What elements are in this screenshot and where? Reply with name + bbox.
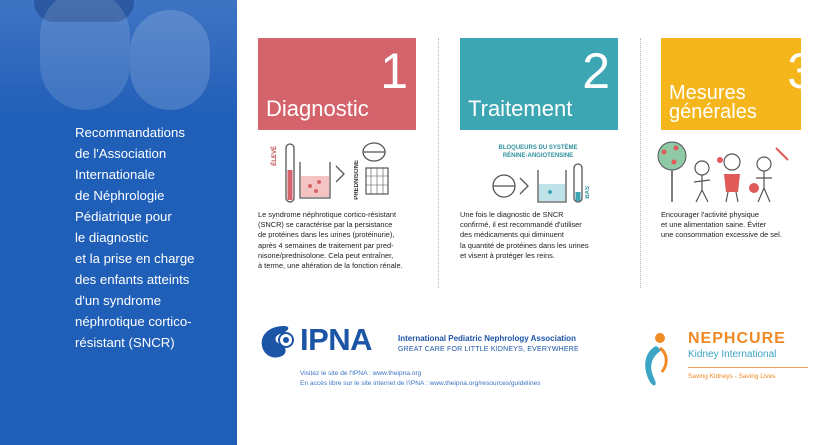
intro-line: le diagnostic	[75, 230, 149, 245]
ipna-name: IPNA	[300, 322, 373, 357]
diagnostic-icons	[272, 140, 392, 206]
description-line: des médicaments qui diminuent	[460, 230, 564, 240]
card-number: 1	[380, 43, 408, 99]
lifestyle-icons	[654, 138, 788, 206]
treatment-illustration	[478, 140, 598, 206]
description-line: après 4 semaines de traitement par pred-	[258, 240, 394, 250]
photo-shape	[40, 0, 130, 110]
intro-line: Internationale	[75, 167, 155, 182]
intro-text	[75, 122, 235, 353]
description-line: nisone/prednisolone. Cela peut entraîner,	[258, 250, 394, 260]
card-number: 2	[582, 43, 610, 99]
intro-line: de Néphrologie	[75, 188, 165, 203]
card-title	[669, 84, 757, 122]
label-bas: BAS	[585, 186, 591, 199]
intro-line: résistant (SNCR)	[75, 335, 175, 350]
description-line: et une alimentation saine. Éviter	[661, 220, 767, 230]
title-line: Mesures	[669, 82, 746, 104]
ipna-site-link[interactable]: Visitez le site de l'IPNA : www.theipna.org	[300, 370, 422, 377]
nephcure-figure-icon	[634, 330, 674, 390]
intro-line: Pédiatrique pour	[75, 209, 172, 224]
label-eleve: ÉLEVÉ	[272, 146, 278, 166]
intro-line: de l'Association	[75, 146, 167, 161]
card-title: Traitement	[468, 96, 573, 121]
card-number: 3	[787, 43, 815, 99]
card-mesures-generales	[661, 38, 815, 130]
intro-line: des enfants atteints	[75, 272, 190, 287]
nephcure-name: NEPHCURE	[688, 330, 786, 347]
description-line: Encourager l'activité physique	[661, 210, 759, 219]
lifestyle-illustration	[654, 138, 788, 206]
card-title: Diagnostic	[266, 96, 369, 121]
ipna-guidelines-link[interactable]: En accès libre sur le site internet de l'IPNA : www.theipna.org/resources/guidelines	[300, 380, 541, 387]
description-line: à terme, une altération de la fonction rénale.	[258, 261, 403, 271]
description-line: une consommation excessive de sel.	[661, 230, 782, 240]
left-panel	[0, 0, 237, 445]
divider	[640, 38, 641, 288]
card-description	[460, 210, 589, 261]
description-line: et visent à protéger les reins.	[460, 250, 555, 260]
card-traitement	[460, 38, 618, 130]
ipna-links	[300, 369, 541, 389]
ipna-tagline: GREAT CARE FOR LITTLE KIDNEYS, EVERYWHERE	[398, 346, 579, 353]
kidney-icon	[258, 322, 300, 362]
diagnostic-illustration	[272, 140, 392, 206]
intro-line: et la prise en charge	[75, 251, 195, 266]
ipna-full-name: International Pediatric Nephrology Association	[398, 334, 576, 343]
intro-line: Recommandations	[75, 125, 185, 140]
intro-line: néphrotique cortico-	[75, 314, 192, 329]
card-diagnostic	[258, 38, 416, 130]
description-line: (SNCR) se caractérise par la persistance	[258, 220, 393, 230]
card-description	[258, 210, 403, 271]
description-line: Une fois le diagnostic de SNCR	[460, 210, 564, 219]
treatment-icons	[478, 140, 598, 206]
description-line: la quantité de protéines dans les urines	[460, 240, 589, 250]
nephcure-logo	[634, 330, 794, 390]
nephcure-divider	[688, 367, 808, 368]
label-line: BLOQUEURS DU SYSTÈME	[498, 145, 578, 151]
description-line: de protéines dans les urines (protéinurie),	[258, 230, 395, 240]
nephcure-subtitle: Kidney International	[688, 349, 777, 360]
label-line: RÉNINE-ANGIOTENSINE	[502, 153, 574, 159]
intro-line: d'un syndrome	[75, 293, 162, 308]
photo-shape	[130, 10, 210, 110]
description-line: Le syndrome néphrotique cortico-résistant	[258, 210, 397, 219]
family-photo	[0, 0, 237, 118]
divider	[438, 38, 439, 288]
description-line: confirmé, il est recommandé d'utiliser	[460, 220, 582, 230]
ipna-logo	[258, 322, 618, 362]
title-line: générales	[669, 101, 757, 123]
card-description	[661, 210, 782, 241]
label-prednisone: PREDNISONE	[354, 160, 360, 200]
nephcure-tagline: Saving Kidneys - Saving Lives	[688, 373, 776, 380]
